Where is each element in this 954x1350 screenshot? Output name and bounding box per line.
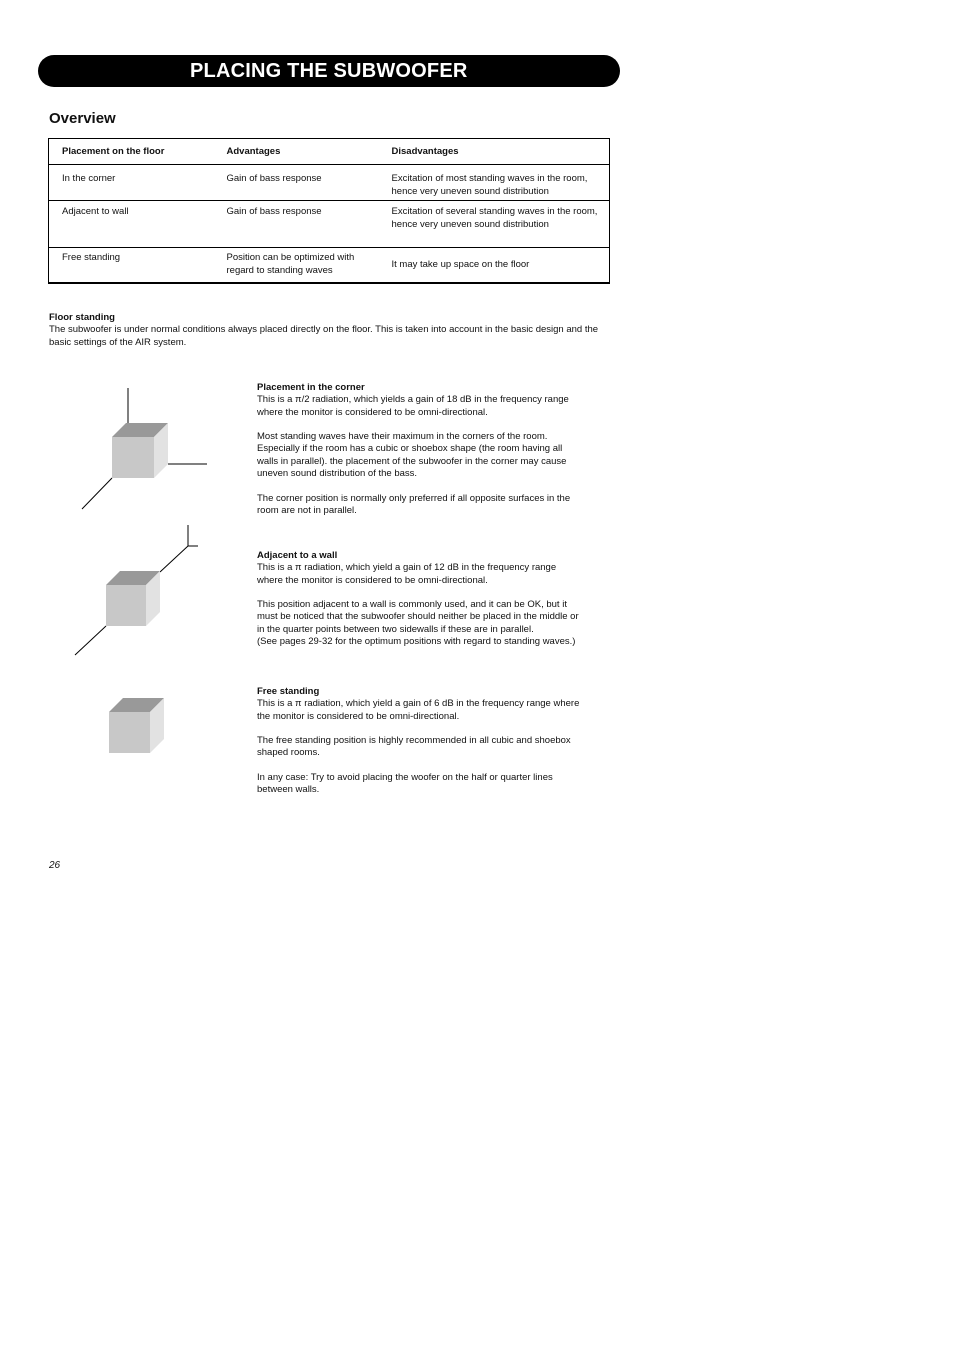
floor-standing-heading: Floor standing (49, 312, 115, 323)
table-row (49, 201, 610, 248)
free-standing-heading: Free standing (257, 686, 320, 697)
overview-heading: Overview (49, 110, 116, 127)
table-row (49, 165, 610, 201)
overview-table (48, 138, 610, 284)
title-bar (38, 55, 620, 87)
free-standing-section (257, 686, 617, 797)
free-standing-paragraph: The free standing position is highly recommended in all cubic and shoebox shaped rooms. (257, 735, 571, 759)
floor-standing-body: The subwoofer is under normal conditions always placed directly on the floor. This is taken into account in the basic design and the basic settings of the AIR system. (49, 324, 599, 348)
wall-placement-illustration (60, 520, 210, 660)
wall-paragraph: This is a π radiation, which yield a gain of 12 dB in the frequency range where the monitor is considered to be omni-directional. (257, 562, 557, 586)
corner-paragraph: This is a π/2 radiation, which yields a gain of 18 dB in the frequency range where the monitor is considered to be omni-directional. (257, 394, 569, 418)
table-cell: Adjacent to wall (49, 201, 214, 248)
column-header: Advantages (214, 139, 379, 165)
table-cell: Excitation of several standing waves in the room, hence very uneven sound distribution (379, 201, 610, 248)
free-standing-paragraph: In any case: Try to avoid placing the woofer on the half or quarter lines between walls. (257, 772, 553, 796)
free-standing-paragraph: This is a π radiation, which yield a gain of 6 dB in the frequency range where the monitor is considered to be omni-directional. (257, 698, 580, 722)
subwoofer-cube (109, 698, 164, 753)
table-cell: Excitation of most standing waves in the room, hence very uneven sound distribution (379, 165, 610, 201)
free-standing-illustration (100, 690, 180, 760)
corner-placement-illustration (60, 380, 230, 520)
floor-standing-section (49, 312, 611, 349)
wall-edge-line (160, 546, 188, 572)
cube-front-face (106, 585, 146, 626)
cube-front-face (112, 437, 154, 478)
wall-heading: Adjacent to a wall (257, 550, 338, 561)
table-cell: Gain of bass response (214, 165, 379, 201)
page-number: 26 (49, 860, 61, 871)
column-header: Placement on the floor (49, 139, 214, 165)
floor-edge-line (82, 478, 112, 509)
table-cell: It may take up space on the floor (391, 259, 530, 271)
cube-front-face (109, 712, 150, 753)
table-row (49, 248, 610, 283)
table-cell: Gain of bass response (214, 201, 379, 248)
page-title: PLACING THE SUBWOOFER (190, 60, 468, 82)
floor-edge-line (75, 626, 106, 655)
corner-section (257, 382, 617, 517)
column-header: Disadvantages (379, 139, 610, 165)
corner-heading: Placement in the corner (257, 382, 365, 393)
table-cell: In the corner (49, 165, 214, 201)
table-header-row (49, 139, 610, 165)
corner-paragraph: The corner position is normally only preferred if all opposite surfaces in the room are not in parallel. (257, 492, 571, 516)
subwoofer-cube (112, 423, 168, 478)
wall-paragraph: This position adjacent to a wall is commonly used, and it can be OK, but it must be noticed that the subwoofer should neither be placed in the middle or in the quarter points between two sidewalls if these are in parallel. (See pages 29-32 for the optimum positions with regard to standing waves.) (257, 599, 579, 648)
subwoofer-cube (106, 571, 160, 626)
corner-paragraph: Most standing waves have their maximum in the corners of the room. Especially if the room has a cubic or shoebox shape (the room having all walls in parallel). the placement of the subwoofer in the corner may cause uneven sound distribution of the bass. (257, 431, 567, 480)
wall-section (257, 550, 617, 648)
table-cell: Position can be optimized with regard to standing waves (226, 252, 355, 276)
table-cell: Free standing (62, 252, 121, 263)
